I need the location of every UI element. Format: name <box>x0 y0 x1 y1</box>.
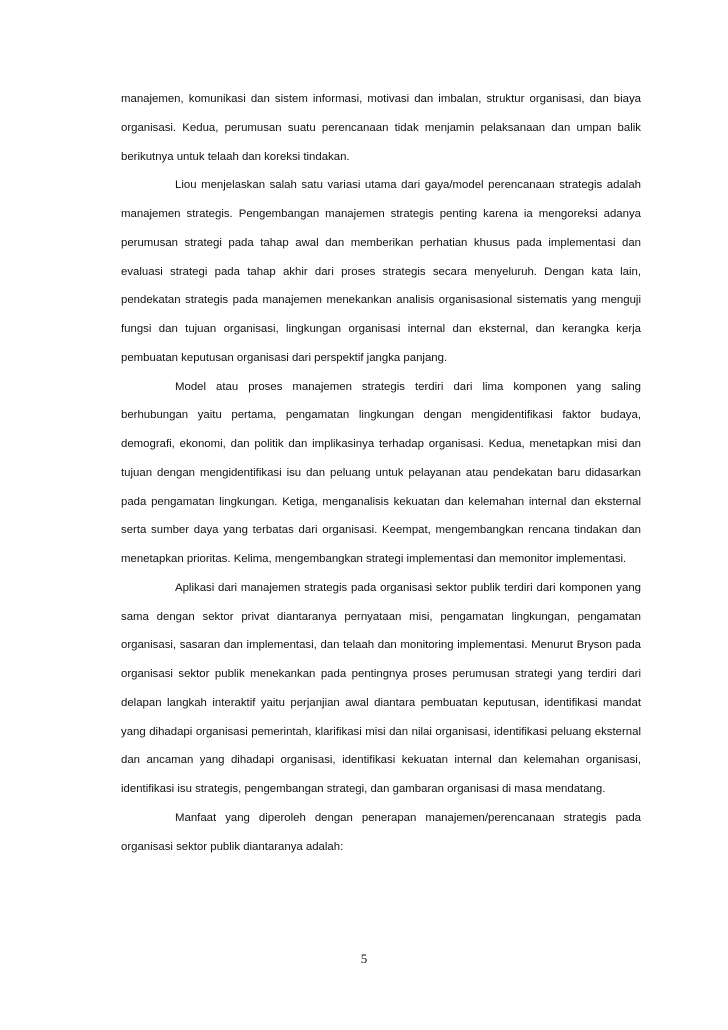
body-text <box>121 85 641 861</box>
page-number: 5 <box>360 951 368 966</box>
paragraph-3: Model atau proses manajemen strategis terdiri dari lima komponen yang saling berhubungan yaitu pertama, pengamatan lingkungan dengan mengidentifikasi faktor budaya, demografi, ekonomi, dan politik dan implikasinya terhadap organisasi. Kedua, menetapkan misi dan tujuan dengan mengidentifikasi isu dan peluang untuk pelayanan atau pendekatan baru didasarkan pada pengamatan lingkungan. Ketiga, menganalisis kekuatan dan kelemahan internal dan eksternal serta sumber daya yang terbatas dari organisasi. Keempat, mengembangkan rencana tindakan dan menetapkan prioritas. Kelima, mengembangkan strategi implementasi dan memonitor implementasi. <box>121 380 641 565</box>
paragraph-5: Manfaat yang diperoleh dengan penerapan manajemen/perencanaan strategis pada organisasi sektor publik diantaranya adalah: <box>121 811 641 853</box>
paragraph-2: Liou menjelaskan salah satu variasi utama dari gaya/model perencanaan strategis adalah manajemen strategis. Pengembangan manajemen strategis penting karena ia mengoreksi adanya perumusan strategi pada tahap awal dan memberikan perhatian khusus pada implementasi dan evaluasi strategi pada tahap akhir dari proses strategis secara menyeluruh. Dengan kata lain, pendekatan strategis pada manajemen menekankan analisis organisasional sistematis yang menguji fungsi dan tujuan organisasi, lingkungan organisasi internal dan eksternal, dan kerangka kerja pembuatan keputusan organisasi dari perspektif jangka panjang. <box>121 179 641 364</box>
paragraph-1: manajemen, komunikasi dan sistem informasi, motivasi dan imbalan, struktur organisasi, dan biaya organisasi. Kedua, perumusan suatu perencanaan tidak menjamin pelaksanaan dan umpan balik berikutnya untuk telaah dan koreksi tindakan. <box>121 93 641 163</box>
paragraph-4: Aplikasi dari manajemen strategis pada organisasi sektor publik terdiri dari komponen yang sama dengan sektor privat diantaranya pernyataan misi, pengamatan lingkungan, pengamatan organisasi, sasaran dan implementasi, dan telaah dan monitoring implementasi. Menurut Bryson pada organisasi sektor publik menekankan pada pentingnya proses perumusan strategi yang terdiri dari delapan langkah interaktif yaitu perjanjian awal diantara pembuatan keputusan, identifikasi mandat yang dihadapi organisasi pemerintah, klarifikasi misi dan nilai organisasi, identifikasi peluang eksternal dan ancaman yang dihadapi organisasi, identifikasi kekuatan internal dan kelemahan organisasi, identifikasi isu strategis, pengembangan strategi, dan gambaran organisasi di masa mendatang. <box>121 581 641 795</box>
